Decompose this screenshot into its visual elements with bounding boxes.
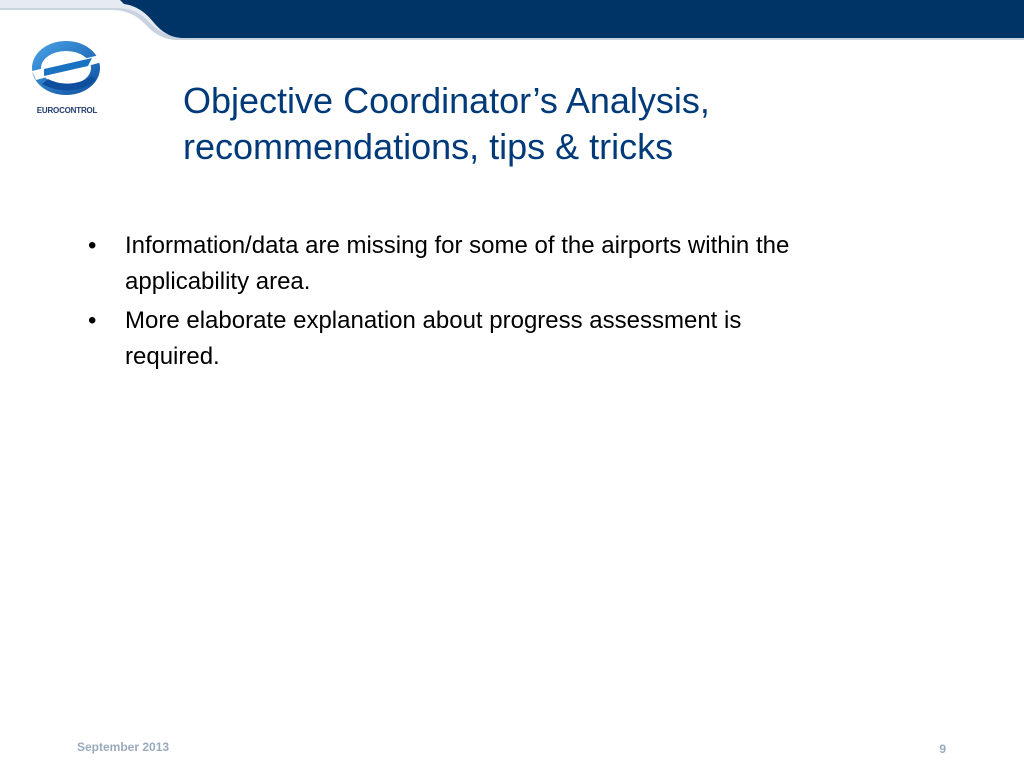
title-line-2: recommendations, tips & tricks <box>183 126 674 167</box>
footer-date: September 2013 <box>77 740 170 754</box>
bullet-list <box>88 228 938 378</box>
bullet-icon: • <box>88 232 97 259</box>
eurocontrol-logo-icon <box>26 38 108 108</box>
page-number: 9 <box>939 742 946 756</box>
bullet-item <box>88 303 938 375</box>
header-band <box>0 0 1024 42</box>
bullet-text-line: More elaborate explanation about progress assessment is <box>125 307 742 334</box>
bullet-text-line: required. <box>125 343 220 370</box>
bullet-item <box>88 228 938 300</box>
bullet-text-line: applicability area. <box>125 268 311 295</box>
eurocontrol-logo <box>26 38 108 120</box>
title-line-1: Objective Coordinator’s Analysis, <box>183 80 710 121</box>
bullet-text-line: Information/data are missing for some of the airports within the <box>125 232 790 259</box>
slide-title <box>183 78 983 170</box>
bullet-icon: • <box>88 307 97 334</box>
logo-text: EUROCONTROL <box>36 106 98 115</box>
